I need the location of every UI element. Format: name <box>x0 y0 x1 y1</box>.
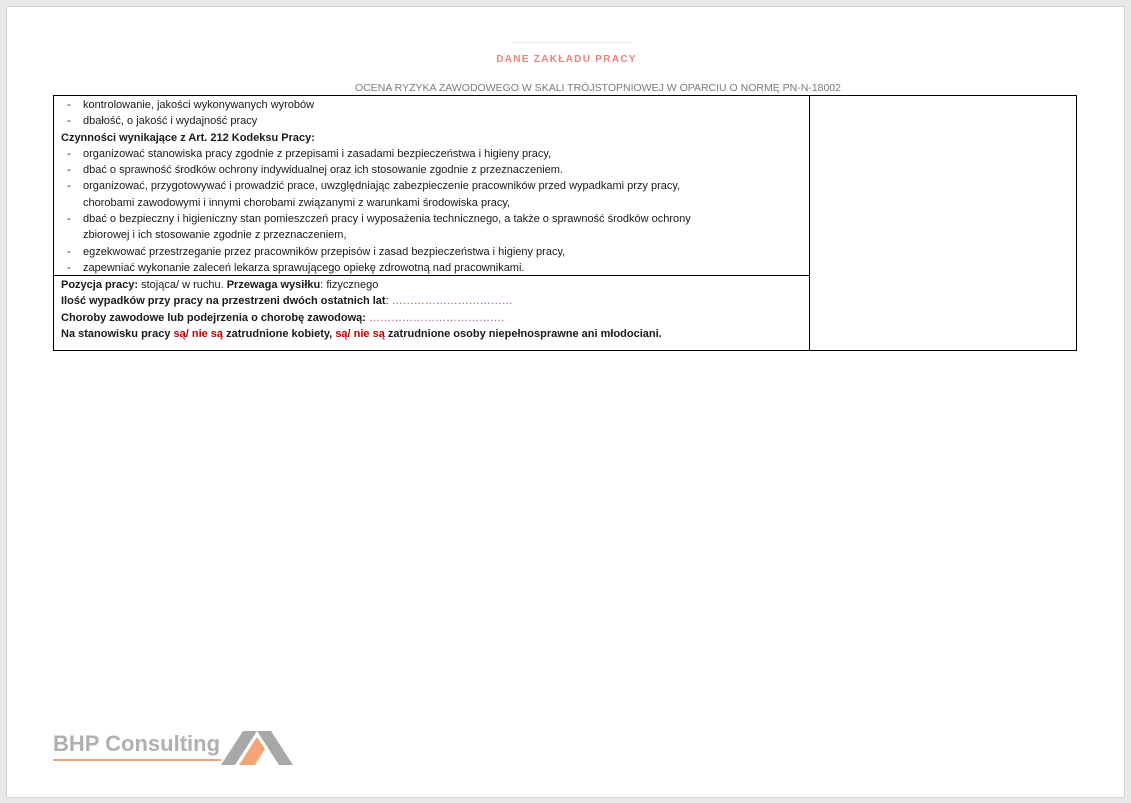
list-item <box>61 113 806 129</box>
diseases-line <box>61 310 806 326</box>
list-item-continuation: chorobami zawodowymi i innymi chorobami związanymi z warunkami środowiska pracy, <box>83 196 511 209</box>
employment-prefix: Na stanowisku pracy <box>61 327 174 340</box>
women-option: są/ nie są <box>173 327 224 340</box>
risk-assessment-table <box>53 95 1077 351</box>
list-dash: - <box>67 261 71 274</box>
document-page <box>6 6 1125 798</box>
logo-text: BHP Consulting <box>53 731 221 756</box>
accidents-colon: : <box>385 295 392 308</box>
art-212-heading: Czynności wynikające z Art. 212 Kodeksu Pracy: <box>61 131 315 144</box>
conditions-cell <box>61 277 806 342</box>
list-dash: - <box>67 164 71 177</box>
list-item <box>61 146 806 162</box>
list-item-text: organizować stanowiska pracy zgodnie z przepisami i zasadami bezpieczeństwa i higieny pracy, <box>83 147 552 160</box>
list-dash: - <box>67 115 71 128</box>
disabled-option: są/ nie są <box>335 327 385 340</box>
accidents-line <box>61 293 806 309</box>
list-item-text: zapewniać wykonanie zaleceń lekarza sprawującego opiekę zdrowotną nad pracownikami. <box>83 261 525 274</box>
list-item-text: kontrolowanie, jakości wykonywanych wyrobów <box>83 99 315 111</box>
list-item <box>61 97 806 113</box>
effort-value: : fizycznego <box>320 279 379 291</box>
duties-cell <box>61 97 806 276</box>
list-dash: - <box>67 180 71 193</box>
list-item <box>61 244 806 260</box>
list-item-text: dbać o sprawność środków ochrony indywidualnej oraz ich stosowanie zgodnie z przeznaczeniem. <box>83 164 563 177</box>
list-dash: - <box>67 147 71 160</box>
list-dash: - <box>67 213 71 226</box>
accidents-label: Ilość wypadków przy pracy na przestrzeni dwóch ostatnich lat <box>61 295 386 308</box>
work-position-value: stojąca/ w ruchu. <box>138 279 227 291</box>
employment-line <box>61 326 806 342</box>
work-position-line <box>61 277 806 293</box>
list-dash: - <box>67 99 71 111</box>
effort-label: Przewaga wysiłku <box>226 279 321 291</box>
diseases-label: Choroby zawodowe lub podejrzenia o chorobę zawodową: <box>61 311 366 324</box>
list-item-text: organizować, przygotowywać i prowadzić prace, uwzględniając zabezpieczenie pracowników przed wypadkami przy pracy, <box>83 180 681 193</box>
accidents-dots: …………………………… <box>391 295 513 308</box>
document-title: OCENA RYZYKA ZAWODOWEGO W SKALI TRÓJSTOPNIOWEJ W OPARCIU O NORMĘ PN-N-18002 <box>355 82 841 94</box>
table-column-divider <box>809 96 810 350</box>
logo-roof-icon <box>221 727 293 767</box>
header-dots: ……………………………………… <box>512 37 632 45</box>
list-item <box>61 211 806 227</box>
list-item-text: dbać o bezpieczny i higieniczny stan pomieszczeń pracy i wyposażenia technicznego, a także o sprawność środków ochrony <box>83 213 691 226</box>
diseases-dots: ………………………………. <box>365 311 505 324</box>
list-item <box>61 260 806 276</box>
bhp-consulting-logo <box>53 727 293 767</box>
list-dash: - <box>67 245 71 258</box>
employment-mid: zatrudnione kobiety, <box>223 327 336 340</box>
logo-underline <box>53 759 221 761</box>
list-item-continuation: zbiorowej i ich stosowanie zgodnie z przeznaczeniem, <box>83 229 347 242</box>
list-item-text: dbałość, o jakość i wydajność pracy <box>83 115 258 128</box>
list-item <box>61 178 806 194</box>
list-item <box>61 162 806 178</box>
list-item-text: egzekwować przestrzeganie przez pracowników przepisów i zasad bezpieczeństwa i higieny pracy, <box>83 245 566 258</box>
work-position-label: Pozycja pracy: <box>61 279 139 291</box>
employment-suffix: zatrudnione osoby niepełnosprawne ani młodociani. <box>384 327 662 340</box>
company-name-placeholder: DANE ZAKŁADU PRACY <box>496 54 637 65</box>
